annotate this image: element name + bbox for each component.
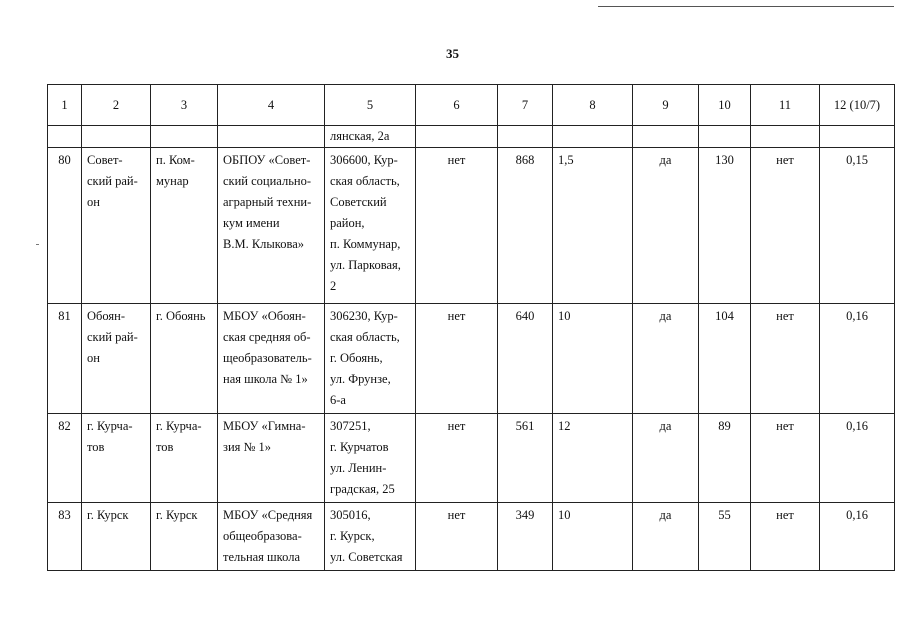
cell-line: г. Обоянь: [156, 309, 206, 323]
cell-line: ул. Советская: [330, 550, 403, 564]
cell-line: МБОУ «Обоян-: [223, 309, 306, 323]
district-cell: [82, 148, 151, 304]
col12-cell: 0,16: [820, 414, 895, 503]
col10-cell: 89: [699, 414, 751, 503]
col8-cell: 10: [553, 304, 633, 414]
cell-line: 305016,: [330, 508, 371, 522]
header-cell: 12 (10/7): [820, 85, 895, 126]
header-cell: 7: [498, 85, 553, 126]
header-cell: 6: [416, 85, 498, 126]
cell-line: Обоян-: [87, 309, 126, 323]
page-number: 35: [446, 46, 459, 61]
cell-line: г. Курчатов: [330, 440, 389, 454]
col8-cell: 1,5: [553, 148, 633, 304]
col11-cell: нет: [751, 414, 820, 503]
district-cell: [82, 503, 151, 571]
header-cell: 3: [151, 85, 218, 126]
header-cell: 5: [325, 85, 416, 126]
header-cell: 4: [218, 85, 325, 126]
row-number-cell: 82: [48, 414, 82, 503]
continuation-row: [48, 126, 895, 148]
address-cell: [325, 503, 416, 571]
cell-line: лянская, 2а: [330, 129, 390, 143]
address-cell: [325, 148, 416, 304]
cell-line: МБОУ «Гимна-: [223, 419, 306, 433]
col7-cell: 349: [498, 503, 553, 571]
col8-cell: 12: [553, 414, 633, 503]
header-cell: 11: [751, 85, 820, 126]
header-cell: 8: [553, 85, 633, 126]
cell-line: г. Курча-: [87, 419, 133, 433]
cell-line: п. Ком-: [156, 153, 195, 167]
cell-line: г. Курск: [87, 508, 129, 522]
locality-cell: [151, 304, 218, 414]
cell-line: зия № 1»: [223, 440, 272, 454]
col12-cell: 0,16: [820, 304, 895, 414]
continuation-address-cell: [325, 126, 416, 148]
col6-cell: нет: [416, 148, 498, 304]
cell-line: Совет-: [87, 153, 123, 167]
cell-line: 306230, Кур-: [330, 309, 398, 323]
col12-cell: 0,16: [820, 503, 895, 571]
col11-cell: нет: [751, 148, 820, 304]
cell-line: аграрный техни-: [223, 195, 312, 209]
cell-line: тов: [156, 440, 174, 454]
col10-cell: 104: [699, 304, 751, 414]
col7-cell: 561: [498, 414, 553, 503]
cell-line: г. Обоянь,: [330, 351, 383, 365]
cell-line: общеобразова-: [223, 529, 302, 543]
cell-line: он: [87, 351, 100, 365]
col9-cell: да: [633, 503, 699, 571]
district-cell: [82, 304, 151, 414]
locality-cell: [151, 414, 218, 503]
cell-line: ский социально-: [223, 174, 312, 188]
cell-line: 2: [330, 279, 337, 293]
cell-line: ул. Фрунзе,: [330, 372, 391, 386]
district-cell: [82, 414, 151, 503]
col10-cell: 130: [699, 148, 751, 304]
top-rule: [598, 6, 894, 7]
cell-line: В.М. Клыкова»: [223, 237, 305, 251]
col6-cell: нет: [416, 304, 498, 414]
col8-cell: 10: [553, 503, 633, 571]
cell-line: ский рай-: [87, 174, 138, 188]
institution-cell: [218, 503, 325, 571]
cell-line: Советский: [330, 195, 387, 209]
cell-line: МБОУ «Средняя: [223, 508, 313, 522]
table-header-row: [48, 85, 895, 126]
col11-cell: нет: [751, 304, 820, 414]
cell-line: 6-а: [330, 393, 346, 407]
cell-line: ский рай-: [87, 330, 138, 344]
header-cell: 1: [48, 85, 82, 126]
cell-line: ная школа № 1»: [223, 372, 308, 386]
cell-line: г. Курск: [156, 508, 198, 522]
locality-cell: [151, 503, 218, 571]
cell-line: 306600, Кур-: [330, 153, 398, 167]
cell-line: щеобразователь-: [223, 351, 312, 365]
locality-cell: [151, 148, 218, 304]
row-number-cell: 80: [48, 148, 82, 304]
col6-cell: нет: [416, 503, 498, 571]
cell-line: ская средняя об-: [223, 330, 311, 344]
cell-line: тельная школа: [223, 550, 300, 564]
cell-line: г. Курча-: [156, 419, 202, 433]
col7-cell: 868: [498, 148, 553, 304]
cell-line: г. Курск,: [330, 529, 375, 543]
cell-line: он: [87, 195, 100, 209]
table-row: [48, 148, 895, 304]
scan-artifact-dot: [36, 244, 39, 245]
col9-cell: да: [633, 148, 699, 304]
cell-line: мунар: [156, 174, 189, 188]
header-cell: 9: [633, 85, 699, 126]
row-number-cell: 83: [48, 503, 82, 571]
cell-line: градская, 25: [330, 482, 395, 496]
row-number-cell: 81: [48, 304, 82, 414]
cell-line: ул. Ленин-: [330, 461, 387, 475]
col9-cell: да: [633, 304, 699, 414]
col7-cell: 640: [498, 304, 553, 414]
cell-line: ул. Парковая,: [330, 258, 401, 272]
institution-cell: [218, 304, 325, 414]
institution-cell: [218, 414, 325, 503]
cell-line: ская область,: [330, 330, 400, 344]
col12-cell: 0,15: [820, 148, 895, 304]
header-cell: 2: [82, 85, 151, 126]
table-row: [48, 414, 895, 503]
data-table: [47, 84, 895, 571]
cell-line: п. Коммунар,: [330, 237, 401, 251]
address-cell: [325, 414, 416, 503]
header-cell: 10: [699, 85, 751, 126]
cell-line: тов: [87, 440, 105, 454]
col9-cell: да: [633, 414, 699, 503]
col6-cell: нет: [416, 414, 498, 503]
table-row: [48, 304, 895, 414]
institution-cell: [218, 148, 325, 304]
cell-line: район,: [330, 216, 365, 230]
address-cell: [325, 304, 416, 414]
cell-line: 307251,: [330, 419, 371, 433]
col10-cell: 55: [699, 503, 751, 571]
table-row: [48, 503, 895, 571]
cell-line: ская область,: [330, 174, 400, 188]
cell-line: кум имени: [223, 216, 280, 230]
cell-line: ОБПОУ «Совет-: [223, 153, 311, 167]
col11-cell: нет: [751, 503, 820, 571]
